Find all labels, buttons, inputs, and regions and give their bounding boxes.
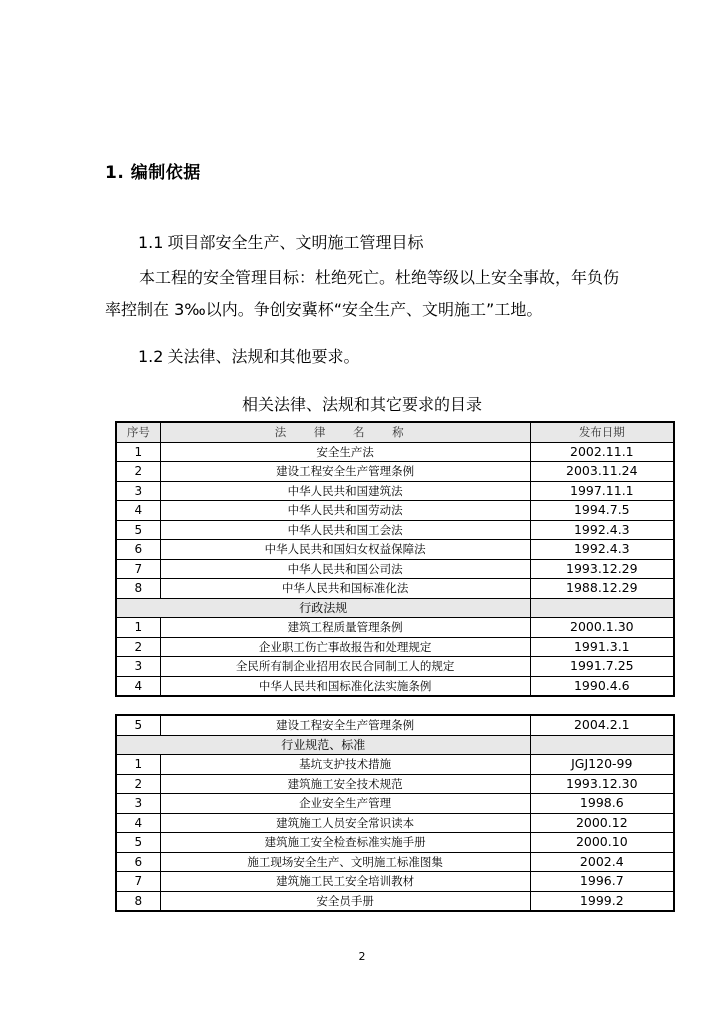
row-name: 中华人民共和国工会法: [160, 520, 530, 540]
row-date: 1992.4.3: [530, 540, 674, 560]
section-1-1-number: 1.1: [138, 233, 164, 252]
section-1-1-title: 项目部安全生产、文明施工管理目标: [167, 233, 424, 252]
row-seq: 8: [116, 891, 160, 911]
row-name: 中华人民共和国标准化法实施条例: [160, 676, 530, 696]
row-name: 企业职工伤亡事故报告和处理规定: [160, 637, 530, 657]
row-name: 建筑施工安全技术规范: [160, 774, 530, 794]
section-1-1-heading: [138, 230, 423, 253]
admin-section-row-label: 行政法规: [116, 598, 530, 618]
row-name: 建筑工程质量管理条例: [160, 618, 530, 638]
row-seq: 6: [116, 852, 160, 872]
table-row: [116, 501, 674, 521]
row-seq: 2: [116, 637, 160, 657]
table-row: [116, 774, 674, 794]
row-date: 1991.3.1: [530, 637, 674, 657]
table-row: [116, 442, 674, 462]
admin-section-row-blank: [530, 598, 674, 618]
table-row: [116, 813, 674, 833]
row-name: 建筑施工民工安全培训教材: [160, 872, 530, 892]
row-date: 1993.12.29: [530, 559, 674, 579]
header-seq: 序号: [116, 422, 160, 442]
row-date: 1999.2: [530, 891, 674, 911]
standards-table: [115, 714, 675, 912]
row-seq: 5: [116, 715, 160, 735]
row-name: 中华人民共和国标准化法: [160, 579, 530, 599]
laws-table: [115, 421, 675, 697]
safety-goal-paragraph: [105, 262, 665, 326]
row-seq: 7: [116, 872, 160, 892]
table-row: [116, 715, 674, 735]
row-date: 1996.7: [530, 872, 674, 892]
row-date: 1991.7.25: [530, 657, 674, 677]
row-date: 2002.4: [530, 852, 674, 872]
table-row: [116, 559, 674, 579]
industry-section-row: [116, 735, 674, 755]
row-date: 1992.4.3: [530, 520, 674, 540]
row-seq: 3: [116, 794, 160, 814]
paragraph-line-1: 本工程的安全管理目标：杜绝死亡。杜绝等级以上安全事故，年负伤: [139, 268, 620, 287]
row-date: 2000.10: [530, 833, 674, 853]
row-date: 1993.12.30: [530, 774, 674, 794]
row-seq: 7: [116, 559, 160, 579]
row-seq: 1: [116, 618, 160, 638]
table-row: [116, 657, 674, 677]
table-row: [116, 755, 674, 775]
row-name: 中华人民共和国公司法: [160, 559, 530, 579]
row-date: JGJ120-99: [530, 755, 674, 775]
table-title: 相关法律、法规和其它要求的目录: [241, 395, 482, 414]
row-seq: 5: [116, 520, 160, 540]
row-seq: 4: [116, 676, 160, 696]
table-row: [116, 540, 674, 560]
row-date: 1988.12.29: [530, 579, 674, 599]
section-1-2-number: 1.2: [138, 347, 164, 366]
row-name: 基坑支护技术措施: [160, 755, 530, 775]
industry-section-row-blank: [530, 735, 674, 755]
row-name: 建筑施工安全检查标准实施手册: [160, 833, 530, 853]
row-name: 安全员手册: [160, 891, 530, 911]
table-row: [116, 520, 674, 540]
row-name: 全民所有制企业招用农民合同制工人的规定: [160, 657, 530, 677]
row-seq: 6: [116, 540, 160, 560]
row-seq: 3: [116, 657, 160, 677]
row-name: 企业安全生产管理: [160, 794, 530, 814]
table-row: [116, 833, 674, 853]
header-date: 发布日期: [530, 422, 674, 442]
table-row: [116, 794, 674, 814]
section-1-2-heading: [138, 344, 359, 367]
row-name: 中华人民共和国建筑法: [160, 481, 530, 501]
table-row: [116, 481, 674, 501]
row-seq: 1: [116, 755, 160, 775]
row-seq: 3: [116, 481, 160, 501]
table-header-row: [116, 422, 674, 442]
table-row: [116, 852, 674, 872]
row-name: 安全生产法: [160, 442, 530, 462]
table-row: [116, 872, 674, 892]
row-seq: 4: [116, 813, 160, 833]
row-seq: 2: [116, 462, 160, 482]
row-date: 1998.6: [530, 794, 674, 814]
section-1-2-title: 关法律、法规和其他要求。: [167, 347, 360, 366]
industry-section-row-label: 行业规范、标准: [116, 735, 530, 755]
row-date: 1990.4.6: [530, 676, 674, 696]
table-row: [116, 579, 674, 599]
row-date: 2004.2.1: [530, 715, 674, 735]
row-name: 建筑施工人员安全常识读本: [160, 813, 530, 833]
row-name: 中华人民共和国妇女权益保障法: [160, 540, 530, 560]
row-seq: 1: [116, 442, 160, 462]
row-date: 1994.7.5: [530, 501, 674, 521]
header-name: 法 律 名 称: [160, 422, 530, 442]
row-date: 1997.11.1: [530, 481, 674, 501]
heading-basis: 1. 编制依据: [105, 163, 201, 183]
row-name: 建设工程安全生产管理条例: [160, 715, 530, 735]
admin-section-row: [116, 598, 674, 618]
row-date: 2000.12: [530, 813, 674, 833]
row-name: 建设工程安全生产管理条例: [160, 462, 530, 482]
row-date: 2003.11.24: [530, 462, 674, 482]
table-row: [116, 676, 674, 696]
row-seq: 4: [116, 501, 160, 521]
row-date: 2002.11.1: [530, 442, 674, 462]
row-name: 中华人民共和国劳动法: [160, 501, 530, 521]
row-name: 施工现场安全生产、文明施工标准图集: [160, 852, 530, 872]
table-row: [116, 618, 674, 638]
row-date: 2000.1.30: [530, 618, 674, 638]
row-seq: 8: [116, 579, 160, 599]
page-number: 2: [358, 950, 366, 963]
paragraph-line-2: 率控制在 3‰以内。争创安冀杯“安全生产、文明施工”工地。: [105, 300, 543, 319]
table-row: [116, 462, 674, 482]
row-seq: 5: [116, 833, 160, 853]
table-row: [116, 637, 674, 657]
row-seq: 2: [116, 774, 160, 794]
table-row: [116, 891, 674, 911]
